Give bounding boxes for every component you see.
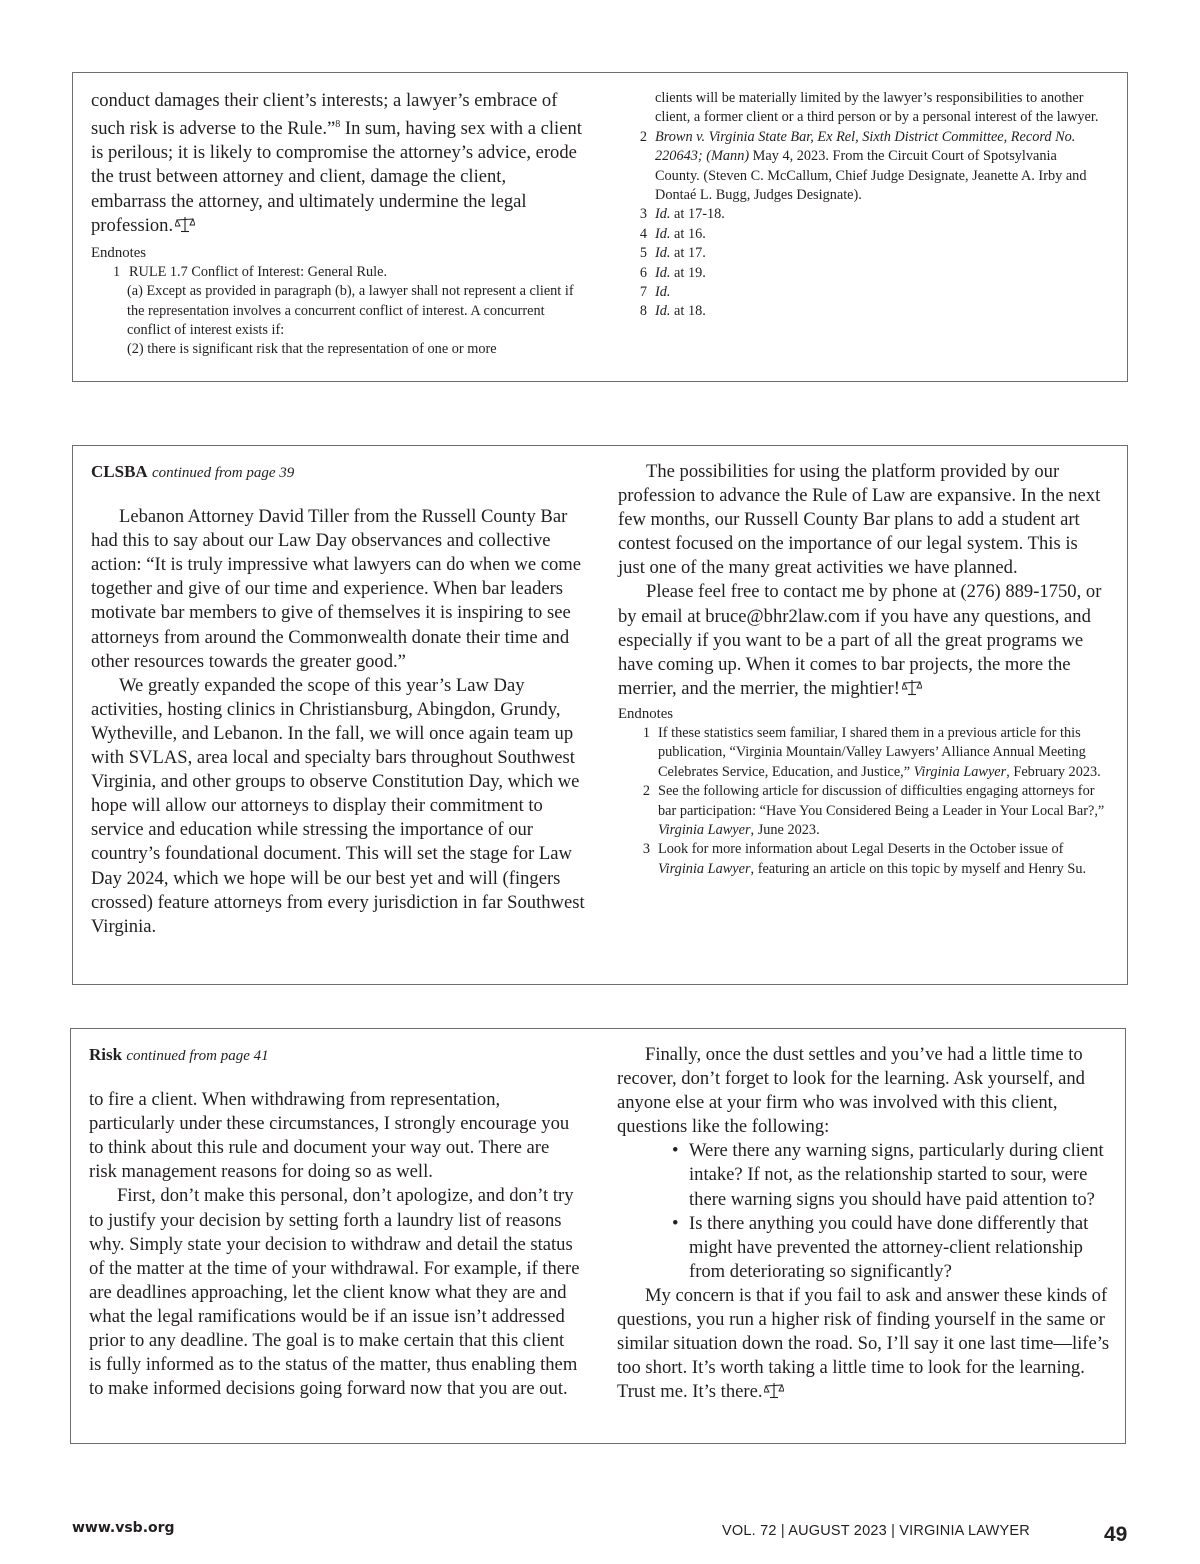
box1-endnote-short: 4 Id. at 16.: [639, 225, 706, 242]
clsba-continuation-box: [72, 445, 1128, 985]
box1-closing-paragraph: conduct damages their client’s interests; a lawyer’s embrace of such risk is adverse to the Rule.”$^8$ In sum, having sex with a client is perilous; it is likely to compromise the attorney’s advice, erode the trust between attorney and client, damage the client, embarrass the attorney, and ultimately undermine the legal profession.: [91, 90, 582, 236]
box1-short-endnotes: [633, 205, 1103, 321]
box3-bullet-list: [617, 1139, 1111, 1284]
box1-endnote-1: 1 RULE 1.7 Conflict of Interest: General Rule. (a) Except as provided in paragraph (b), a lawyer shall not represent a client if the representation involves a concurrent conflict of interest. A concurrent conflict of interest exists if: (2) there is significant risk that the representation of one or more: [113, 263, 574, 358]
box1-endnote-short: 5 Id. at 17.: [639, 245, 706, 262]
box2-endnote-3: 3 Look for more information about Legal Deserts in the October issue of Virginia Lawyer, featuring an article on this topic by myself and Henry Su.: [642, 841, 1087, 877]
box3-runin-heading: Risk continued from page 41: [89, 1045, 269, 1064]
box1-endnote-short: 3 Id. at 17-18.: [639, 206, 725, 223]
box2-endnote-2: 2 See the following article for discussion of difficulties engaging attorneys for bar participation: “Have You Considered Being a Leader in Your Local Bar?,” Virginia Lawyer, June 2023.: [642, 783, 1105, 838]
article-continuation-box-1: [72, 72, 1128, 382]
box3-paragraph-1: to fire a client. When withdrawing from representation, particularly under these circumstances, I strongly encourage you to think about this rule and document your way out. There are risk management reasons for doing so as well.: [89, 1089, 570, 1183]
scales-of-justice-icon: [902, 679, 922, 696]
box2-endnotes-heading: Endnotes: [618, 705, 674, 722]
box3-paragraph-4: My concern is that if you fail to ask and answer these kinds of questions, you run a higher risk of finding yourself in the same or similar situation down the road. So, I’ll say it one last time—life’s too short. It’s worth taking a little time to look for the learning. Trust me. It’s there.: [617, 1284, 1110, 1403]
bullet-icon: •: [672, 1140, 679, 1162]
list-item: • Is there anything you could have done differently that might have prevented the attorney-client relationship from deteriorating so significantly?: [672, 1212, 1089, 1282]
box1-endnotes-heading: Endnotes: [91, 244, 147, 261]
box2-endnotes: [618, 724, 1108, 879]
bullet-icon: •: [672, 1212, 679, 1234]
box3-left-column: [89, 1043, 581, 1401]
box2-right-column: [618, 460, 1108, 879]
box1-endnote-short: 7 Id.: [639, 284, 671, 301]
box1-right-column: [633, 89, 1103, 322]
scales-of-justice-icon: [175, 216, 195, 233]
box1-endnote-1-continued: clients will be materially limited by the lawyer’s responsibilities to another client, a former client or a third person or by a personal interest of the lawyer.: [655, 90, 1099, 126]
box1-left-column: [91, 89, 583, 360]
box2-left-column: [91, 460, 585, 939]
box3-paragraph-3: Finally, once the dust settles and you’ve had a little time to recover, don’t forget to look for the learning. Ask yourself, and anyone else at your firm who was involved with this client, questions like the following:: [617, 1044, 1085, 1138]
box2-runin-heading: CLSBA continued from page 39: [91, 462, 295, 481]
page-number: 49: [1104, 1523, 1128, 1546]
box2-paragraph-3: The possibilities for using the platform provided by our profession to advance the Rule of Law are expansive. In the next few months, our Russell County Bar plans to add a student art contest focused on the importance of our legal system. This is just one of the many great activities we have planned.: [618, 461, 1101, 579]
box3-paragraph-2: First, don’t make this personal, don’t apologize, and don’t try to justify your decision by setting forth a laundry list of reasons why. Simply state your decision to withdraw and detail the status of the matter at the time of your withdrawal. For example, if there are deadlines approaching, let the client know what they are and what the legal ramifications would be if an issue isn’t addressed prior to any deadline. The goal is to make certain that this client is fully informed as to the status of the matter, thus enabling them to make informed decisions going forward now that you are out.: [89, 1185, 580, 1400]
list-item: • Were there any warning signs, particularly during client intake? If not, as the relationship started to sour, were there warning signs you should have paid attention to?: [672, 1140, 1104, 1210]
box2-paragraph-2: We greatly expanded the scope of this year’s Law Day activities, hosting clinics in Christiansburg, Abingdon, Grundy, Wytheville, and Lebanon. In the fall, we will once again team up with SVLAS, area local and specialty bars throughout Southwest Virginia, and other groups to observe Constitution Day, which we hope will allow our attorneys to display their commitment to service and education while stressing the importance of our country’s foundational document. This will set the stage for Law Day 2024, which we hope will be our best yet and will (fingers crossed) feature attorneys from every jurisdiction in far Southwest Virginia.: [91, 674, 585, 937]
footer-issue-info: VOL. 72 | AUGUST 2023 | VIRGINIA LAWYER: [722, 1523, 1030, 1539]
box1-endnote-short: 8 Id. at 18.: [639, 303, 706, 320]
box1-endnote-2: 2 Brown v. Virginia State Bar, Ex Rel, Sixth District Committee, Record No. 220643; (Mann) May 4, 2023. From the Circuit Court of Spotsylvania County. (Steven C. McCallum, Chief Judge Designate, Jeanette A. Irby and Dontaé L. Bugg, Judges Designate).: [639, 128, 1087, 204]
box2-endnote-1: 1 If these statistics seem familiar, I shared them in a previous article for this publication, “Virginia Mountain/Valley Lawyers’ Alliance Annual Meeting Celebrates Service, Education, and Justice,” Virginia Lawyer, February 2023.: [642, 724, 1101, 780]
footer-website[interactable]: www.vsb.org: [72, 1520, 175, 1536]
box2-paragraph-1: Lebanon Attorney David Tiller from the Russell County Bar had this to say about our Law Day observances and collective action: “It is truly impressive what lawyers can do when we come together and give of our time and experience. When bar leaders motivate bar members to give of themselves it is inspiring to see attorneys from around the Commonwealth donate their time and other resources towards the greater good.”: [91, 506, 582, 672]
scales-of-justice-icon: [764, 1382, 784, 1399]
risk-continuation-box: [70, 1028, 1126, 1444]
box3-right-column: [617, 1043, 1111, 1404]
box1-endnote-short: 6 Id. at 19.: [639, 264, 706, 281]
box2-paragraph-4: Please feel free to contact me by phone at (276) 889-1750, or by email at bruce@bhr2law.com if you have any questions, and especially if you want to be a part of all the great programs we have coming up. When it comes to bar projects, the more the merrier, and the merrier, the mightier!: [618, 581, 1102, 699]
